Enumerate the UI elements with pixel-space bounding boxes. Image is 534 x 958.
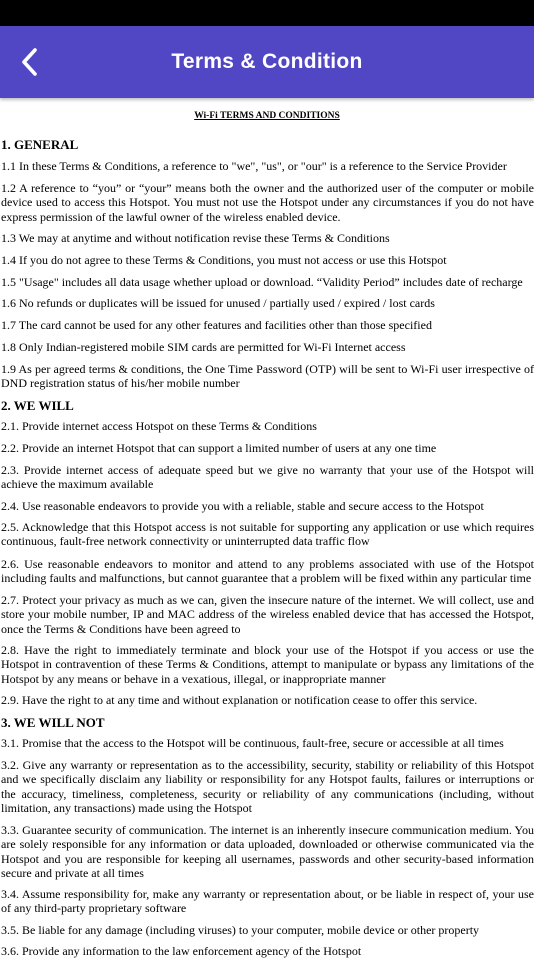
- clause-2-7: 2.7. Protect your privacy as much as we can, given the insecure nature of the internet. We will collect, use and store your mobile number, IP and MAC address of the wireless enabled device that has accessed the Hotspot, once the Terms & Conditions have been agreed to: [1, 593, 534, 636]
- clause-1-7: 1.7 The card cannot be used for any other features and facilities other than those specified: [1, 318, 432, 332]
- back-button[interactable]: [10, 40, 50, 84]
- clause-1-2: 1.2 A reference to “you” or “your” means both the owner and the authorized user of the computer or mobile device used to access this Hotspot. You must not use the Hotspot under any circumstances if you do not have express permission of the lawful owner of the wireless enabled device.: [1, 181, 534, 224]
- clause-1-4: 1.4 If you do not agree to these Terms & Conditions, you must not access or use this Hotspot: [1, 253, 447, 267]
- app-bar: [0, 26, 534, 98]
- section-heading-general: 1. GENERAL: [1, 137, 79, 152]
- chevron-left-icon: [19, 47, 41, 77]
- terms-content[interactable]: [0, 98, 534, 958]
- clause-1-8: 1.8 Only Indian-registered mobile SIM cards are permitted for Wi-Fi Internet access: [1, 340, 406, 354]
- section-heading-we-will: 2. WE WILL: [1, 398, 74, 413]
- clause-3-6: 3.6. Provide any information to the law enforcement agency of the Hotspot: [1, 944, 362, 958]
- clause-1-1: 1.1 In these Terms & Conditions, a reference to "we", "us", or "our" is a reference to the Service Provider: [1, 159, 507, 173]
- clause-2-8: 2.8. Have the right to immediately terminate and block your use of the Hotspot if you access or use the Hotspot in contravention of these Terms & Conditions, attempt to manipulate or bypass any limitations of the Hotspot by any means or behave in a vexatious, illegal, or inappropriate manner: [1, 643, 534, 686]
- section-heading-we-will-not: 3. WE WILL NOT: [1, 715, 105, 730]
- clause-3-2: 3.2. Give any warranty or representation as to the accessibility, security, stability or reliability of this Hotspot and we specifically disclaim any liability or responsibility for any Hotspot faults, failures or interruptions or the accuracy, timeliness, completeness, security or reliability of any communications (including, without limitation, any transactions) made using the Hotspot: [1, 758, 534, 816]
- clause-1-5: 1.5 "Usage" includes all data usage whether upload or download. “Validity Period” includes date of recharge: [1, 275, 523, 289]
- clause-2-1: 2.1. Provide internet access Hotspot on these Terms & Conditions: [1, 419, 317, 433]
- document-title: Wi-Fi TERMS AND CONDITIONS: [194, 111, 340, 121]
- page-title: Terms & Condition: [171, 50, 363, 73]
- status-bar: [0, 0, 534, 26]
- clause-2-4: 2.4. Use reasonable endeavors to provide you with a reliable, stable and secure access to the Hotspot: [1, 499, 484, 513]
- clause-1-6: 1.6 No refunds or duplicates will be issued for unused / partially used / expired / lost cards: [1, 296, 435, 310]
- clause-2-3: 2.3. Provide internet access of adequate speed but we give no warranty that your use of the Hotspot will achieve the maximum available: [1, 463, 534, 492]
- clause-3-4: 3.4. Assume responsibility for, make any warranty or representation about, or be liable in respect of, your use of any third-party proprietary software: [1, 887, 534, 916]
- clause-2-6: 2.6. Use reasonable endeavors to monitor and attend to any problems associated with use of the Hotspot including faults and malfunctions, but cannot guarantee that a problem will be fixed within any particular time: [1, 557, 534, 586]
- clause-2-9: 2.9. Have the right to at any time and without explanation or notification cease to offer this service.: [1, 693, 478, 707]
- clause-1-3: 1.3 We may at anytime and without notification revise these Terms & Conditions: [1, 231, 390, 245]
- clause-2-2: 2.2. Provide an internet Hotspot that can support a limited number of users at any one time: [1, 441, 437, 455]
- clause-1-9: 1.9 As per agreed terms & conditions, the One Time Password (OTP) will be sent to Wi-Fi user irrespective of DND registration status of his/her mobile number: [1, 362, 534, 391]
- clause-3-1: 3.1. Promise that the access to the Hotspot will be continuous, fault-free, secure or accessible at all times: [1, 736, 504, 750]
- clause-3-5: 3.5. Be liable for any damage (including viruses) to your computer, mobile device or other property: [1, 923, 480, 937]
- clause-3-3: 3.3. Guarantee security of communication. The internet is an inherently insecure communication medium. You are solely responsible for any information or data uploaded, downloaded or otherwise communicated via the Hotspot and you are responsible for keeping all usernames, passwords and other security-based information secure and private at all times: [1, 823, 534, 881]
- clause-2-5: 2.5. Acknowledge that this Hotspot access is not suitable for supporting any application or use which requires continuous, fault-free network connectivity or uninterrupted data traffic flow: [1, 520, 534, 549]
